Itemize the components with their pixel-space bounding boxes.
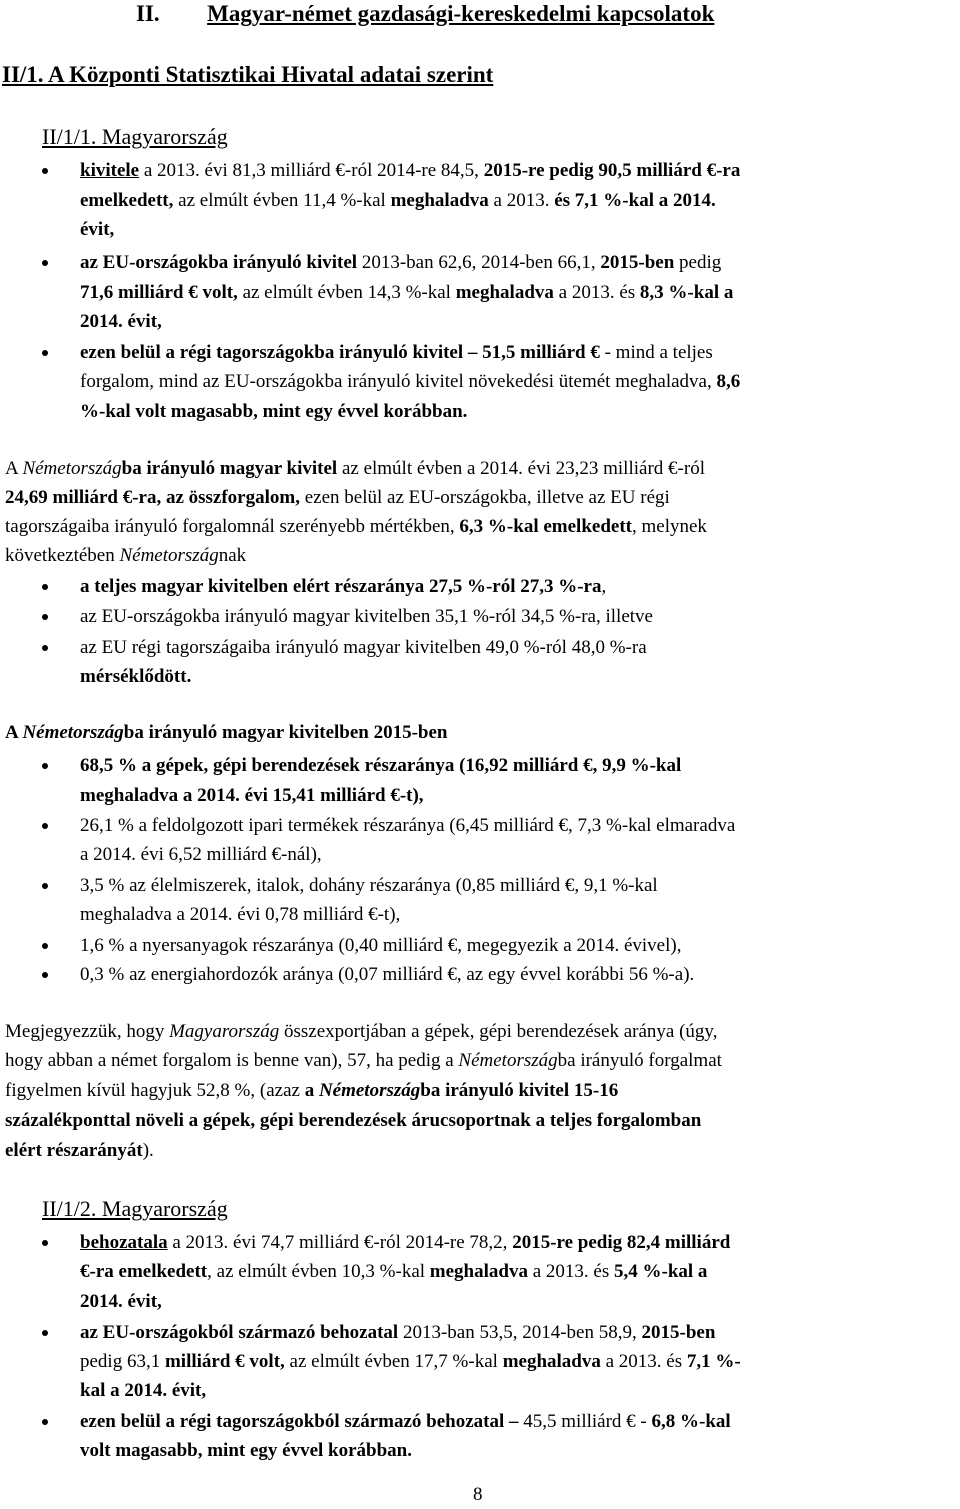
page-number: 8 [473, 1484, 483, 1505]
text-run-bold: ba irányuló magyar kivitel [121, 458, 338, 479]
bullet-dot [42, 943, 48, 949]
paragraph-germany-line2 [5, 487, 670, 509]
goods-bullet-4: 1,6 % a nyersanyagok részaránya (0,40 milliárd €, megegyezik a 2014. évivel), [80, 935, 682, 956]
text-run-bold: ezen belül a régi tagországokból származó behozatal – [80, 1411, 519, 1432]
export-bullet-2-line2 [80, 282, 733, 304]
text-run-italic: Németország [458, 1050, 558, 1071]
text-run-bold: meghaladva [455, 282, 554, 303]
export-bullet-1-line3: évit, [80, 219, 115, 240]
text-run-italic: Magyarország [169, 1021, 280, 1042]
paragraph-germany-line3 [5, 516, 707, 538]
export-bullet-3-line1 [80, 342, 713, 364]
text-run-bold: az EU-országokból származó behozatal [80, 1322, 399, 1343]
text-run: a 2013. és [527, 1261, 614, 1282]
text-run: következtében [5, 545, 120, 566]
bullet-dot [42, 1330, 48, 1336]
text-run: összexportjában a gépek, gépi berendezések aránya (úgy, [279, 1021, 718, 1042]
bullet-dot [42, 350, 48, 356]
bullet-dot [42, 1240, 48, 1246]
paragraph-germany-line1 [5, 458, 705, 480]
text-run: 45,5 milliárd € - [518, 1411, 652, 1432]
share-bullet-3-line2: mérséklődött. [80, 666, 192, 687]
share-bullet-1 [80, 576, 606, 598]
note-paragraph-line1 [5, 1021, 717, 1043]
text-run: Megjegyezzük, hogy [5, 1021, 170, 1042]
note-paragraph-line2 [5, 1050, 722, 1072]
text-run-bold: 2015-re pedig 90,5 milliárd €-ra [483, 160, 741, 181]
text-run-bold: 8,6 [716, 371, 741, 392]
note-paragraph-line5 [5, 1140, 154, 1162]
paragraph-germany-line4 [5, 545, 246, 567]
text-run: tagországaiba irányuló forgalomnál szerényebb mértékben, [5, 516, 460, 537]
import-bullet-1-line3: 2014. évit, [80, 1291, 162, 1312]
bullet-dot [42, 763, 48, 769]
goods-bullet-5: 0,3 % az energiahordozók aránya (0,07 milliárd €, az egy évvel korábbi 56 %-a). [80, 964, 695, 985]
bullet-dot [42, 614, 48, 620]
text-run-bold: meghaladva [502, 1351, 601, 1372]
heading-main-number: II. [136, 1, 160, 26]
bullet-dot [42, 1419, 48, 1425]
import-bullet-2-line1 [80, 1322, 715, 1344]
text-run-bold: €-ra emelkedett [80, 1261, 208, 1282]
text-run-bold: 5,4 %-kal a [614, 1261, 708, 1282]
text-run: az elmúlt évben 17,7 %-kal [284, 1351, 503, 1372]
text-run-bold: 2015-ben [641, 1322, 716, 1343]
goods-bullet-1-line1: 68,5 % a gépek, gépi berendezések részaránya (16,92 milliárd €, 9,9 %-kal [80, 755, 682, 776]
goods-bullet-3-line2: meghaladva a 2014. évi 0,78 milliárd €-t), [80, 904, 401, 925]
bullet-dot [42, 645, 48, 651]
text-run-bold: 8,3 %-kal a [639, 282, 734, 303]
text-run-bold: milliárd € volt, [164, 1351, 285, 1372]
text-run-bold: 2015-ben [600, 252, 675, 273]
bullet-dot [42, 883, 48, 889]
import-bullet-1-line2 [80, 1261, 707, 1283]
text-run-bold: 2015-re pedig 82,4 milliárd [512, 1232, 731, 1253]
text-run: forgalom, mind az EU-országokba irányuló kivitel növekedési ütemét meghaladva, [80, 371, 717, 392]
text-run: ). [142, 1140, 154, 1161]
goods-bullet-1-line2: meghaladva a 2014. évi 15,41 milliárd €-t), [80, 785, 424, 806]
subsection-export-title: II/1/1. Magyarország [42, 124, 228, 149]
text-run-bold: 71,6 milliárd € volt, [80, 282, 238, 303]
share-bullet-2: az EU-országokba irányuló magyar kivitelben 35,1 %-ról 34,5 %-ra, illetve [80, 606, 653, 627]
goods-bullet-2-line2: a 2014. évi 6,52 milliárd €-nál), [80, 844, 322, 865]
text-run: pedig [674, 252, 722, 273]
subsection-import-title: II/1/2. Magyarország [42, 1196, 228, 1221]
text-run: a 2013. és [553, 282, 640, 303]
text-run-bold: az EU-országokba irányuló kivitel [80, 252, 358, 273]
text-run-bold: ezen belül a régi tagországokba irányuló kivitel – 51,5 milliárd € [80, 342, 600, 363]
text-run-bold: 24,69 milliárd €-ra, az összforgalom, [5, 487, 300, 508]
text-run: , melynek [631, 516, 707, 537]
bullet-dot [42, 260, 48, 266]
text-run: 2013-ban 62,6, 2014-ben 66,1, [357, 252, 601, 273]
text-run-bold-italic: Németország [318, 1080, 421, 1101]
export-bullet-2-line3: 2014. évit, [80, 311, 162, 332]
text-run: az elmúlt évben a 2014. évi 23,23 milliárd €-ról [337, 458, 705, 479]
text-run-italic: Németország [119, 545, 219, 566]
text-run: ezen belül az EU-országokba, illetve az EU régi [299, 487, 670, 508]
heading-section: II/1. A Központi Statisztikai Hivatal adatai szerint [2, 62, 494, 87]
text-run: A [5, 458, 23, 479]
export-bullet-3-line2 [80, 371, 740, 393]
text-run-bold: meghaladva [429, 1261, 528, 1282]
note-paragraph-line4: százalékponttal növeli a gépek, gépi berendezések árucsoportnak a teljes forgalomban [5, 1110, 702, 1131]
goods-bullet-2-line1: 26,1 % a feldolgozott ipari termékek részaránya (6,45 milliárd €, 7,3 %-kal elmaradva [80, 815, 736, 836]
export-term: kivitele [80, 160, 140, 181]
import-bullet-3-line2: volt magasabb, mint egy évvel korábban. [80, 1440, 412, 1461]
text-run: - mind a teljes [599, 342, 713, 363]
bullet-dot [42, 584, 48, 590]
text-run: a 2013. és [600, 1351, 687, 1372]
text-run: a 2013. [488, 190, 555, 211]
text-run: a 2013. évi 81,3 milliárd €-ról 2014-re 84,5, [139, 160, 484, 181]
text-run: figyelmen kívül hagyjuk 52,8 %, (azaz [5, 1080, 305, 1101]
paragraph-2015-intro [5, 722, 448, 744]
import-term: behozatala [80, 1232, 168, 1253]
bullet-dot [42, 823, 48, 829]
text-run-bold: a teljes magyar kivitelben elért részaránya 27,5 %-ról 27,3 %-ra [80, 576, 602, 597]
text-run: ba irányuló magyar kivitelben 2015-ben [123, 722, 448, 743]
text-run: , az elmúlt évben 10,3 %-kal [207, 1261, 430, 1282]
text-run-bold: és 7,1 %-kal a 2014. [554, 190, 716, 211]
export-bullet-3-line3: %-kal volt magasabb, mint egy évvel korábban. [80, 401, 468, 422]
import-bullet-3-line1 [80, 1411, 731, 1433]
import-bullet-2-line3: kal a 2014. évit, [80, 1380, 207, 1401]
text-run: az elmúlt évben 11,4 %-kal [173, 190, 391, 211]
text-run-bold: 6,8 %-kal [651, 1411, 731, 1432]
text-run: a 2013. évi 74,7 milliárd €-ról 2014-re 78,2, [167, 1232, 513, 1253]
text-run-bold: a [304, 1080, 319, 1101]
import-bullet-1-line1 [80, 1232, 730, 1254]
text-run: hogy abban a német forgalom is benne van), 57, ha pedig a [5, 1050, 459, 1071]
text-run: 2013-ban 53,5, 2014-ben 58,9, [398, 1322, 642, 1343]
text-run-italic: Németország [22, 722, 124, 743]
text-run-bold: ba irányuló kivitel 15-16 [420, 1080, 619, 1101]
bullet-dot [42, 972, 48, 978]
note-paragraph-line3 [5, 1080, 618, 1102]
text-run-bold: 7,1 %- [686, 1351, 741, 1372]
heading-main [136, 3, 714, 25]
text-run: , [601, 576, 607, 597]
export-bullet-2-line1 [80, 252, 721, 274]
text-run-bold: emelkedett, [80, 190, 174, 211]
bullet-dot [42, 168, 48, 174]
text-run-bold: meghaladva [390, 190, 489, 211]
text-run: nak [218, 545, 247, 566]
goods-bullet-3-line1: 3,5 % az élelmiszerek, italok, dohány részaránya (0,85 milliárd €, 9,1 %-kal [80, 875, 658, 896]
export-bullet-1-line1 [80, 160, 740, 182]
export-bullet-1-line2 [80, 190, 716, 212]
import-bullet-2-line2 [80, 1351, 741, 1373]
share-bullet-3: az EU régi tagországaiba irányuló magyar kivitelben 49,0 %-ról 48,0 %-ra [80, 637, 647, 658]
heading-main-title: Magyar-német gazdasági-kereskedelmi kapcsolatok [207, 1, 715, 26]
text-run: az elmúlt évben 14,3 %-kal [237, 282, 456, 303]
text-run-bold: elért részarányát [5, 1140, 143, 1161]
text-run-bold: 6,3 %-kal emelkedett [459, 516, 632, 537]
text-run-italic: Németország [22, 458, 122, 479]
text-run: A [5, 722, 23, 743]
text-run: ba irányuló forgalmat [557, 1050, 722, 1071]
text-run: pedig 63,1 [80, 1351, 165, 1372]
